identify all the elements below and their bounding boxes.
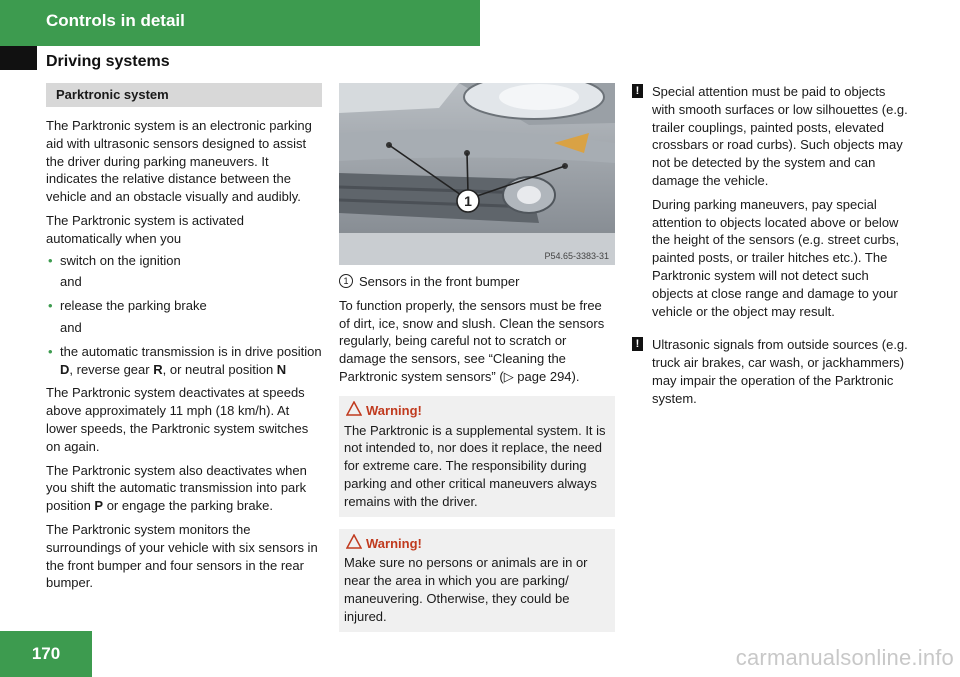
warning-title-text: Warning! <box>366 535 422 551</box>
callout-number: 1 <box>464 193 472 209</box>
and-connector: and <box>60 319 82 335</box>
intro-paragraph: The Parktronic system is an electronic parking aid with ultrasonic sensors designed to assist the driver during parking maneuvers. It indicates the relative distance between the vehicle and an obstacle visually and audibly. <box>46 118 312 205</box>
park-paragraph <box>46 462 322 515</box>
section-title: Controls in detail <box>46 11 185 30</box>
callout-badge: 1 <box>339 274 353 288</box>
warning-box <box>339 396 615 517</box>
caption-text: Sensors in the front bumper <box>359 274 520 289</box>
note-text: Special attention must be paid to objects with smooth surfaces or low silhouettes (e.g. trailer couplings, painted posts, elevated crossbars or road curbs). Such objects may not be detected by the system and can damage the vehicle. <box>652 84 908 188</box>
watermark: carmanualsonline.info <box>735 645 954 670</box>
bullet-transmission <box>46 343 322 379</box>
cleaning-paragraph: To function properly, the sensors must be free of dirt, ice, snow and slush. Clean the sensors regularly, being careful not to scratch or damage the sensors, see “Cleaning the Parktronic system sensors” (▷ page 294). <box>339 297 605 384</box>
section-heading: Parktronic system <box>46 83 322 107</box>
gear-p: P <box>94 498 104 514</box>
image-code: P54.65-3383-31 <box>544 251 609 261</box>
bullet-ignition <box>46 252 322 270</box>
warning-title <box>344 535 609 553</box>
bullet-dot: • <box>48 343 53 359</box>
subsection-title: Driving systems <box>46 53 170 70</box>
warning-triangle-icon <box>346 401 362 416</box>
warning-box <box>339 529 615 632</box>
note-objects <box>632 83 910 190</box>
bullet-dot: • <box>48 298 53 314</box>
text: The Parktronic system also deactivates when you shift the automatic transmission into park position <box>46 462 307 514</box>
bullet-text: release the parking brake <box>60 298 207 314</box>
photo-caption <box>339 273 615 291</box>
warning-text: Make sure no persons or animals are in or near the area in which you are parking/ maneuvering. Otherwise, they could be injured. <box>344 555 588 624</box>
bullet-text: , reverse gear <box>69 361 154 377</box>
gear-n: N <box>276 361 287 377</box>
text: or engage the parking brake. <box>103 498 273 514</box>
warning-title-text: Warning! <box>366 402 422 418</box>
note-ultrasonic <box>632 336 910 407</box>
bumper-photo <box>339 83 615 265</box>
gear-r: R <box>153 361 163 377</box>
column-2 <box>339 83 615 632</box>
bullet-parking-brake <box>46 297 322 315</box>
bumper-illustration <box>339 83 615 265</box>
bullet-text: switch on the ignition <box>60 252 181 268</box>
column-1 <box>46 83 322 598</box>
warning-text: The Parktronic is a supplemental system. It is not intended to, nor does it replace, the need for extreme care. The responsibility during parking and other critical maneuvers always remains with the driver. <box>344 422 606 509</box>
activation-paragraph: The Parktronic system is activated automatically when you <box>46 212 244 246</box>
header-tab-marker <box>0 46 37 70</box>
sensors-paragraph: The Parktronic system monitors the surroundings of your vehicle with six sensors in the front bumper and four sensors in the rear bumper. <box>46 521 318 591</box>
exclamation-icon: ! <box>632 337 643 351</box>
exclamation-icon: ! <box>632 84 643 98</box>
and-connector: and <box>60 274 82 290</box>
bullet-dot: • <box>48 252 53 268</box>
gear-d: D <box>60 361 70 377</box>
note-continuation: During parking maneuvers, pay special attention to objects located above or below the height of the sensors (e.g. street curbs, painted posts, or trailer hitches etc.). The Parktronic system will not detect such objects at close range and damage to your vehicle or the object may result. <box>652 196 900 319</box>
column-3 <box>632 83 910 414</box>
note-text: Ultrasonic signals from outside sources (e.g. truck air brakes, car wash, or jackhammers) may impair the operation of the Parktronic system. <box>652 337 908 406</box>
bullet-text: the automatic transmission is in drive position <box>60 343 322 359</box>
page-number: 170 <box>0 631 92 677</box>
warning-triangle-icon <box>346 534 362 549</box>
bullet-text: , or neutral position <box>162 361 277 377</box>
deactivation-paragraph: The Parktronic system deactivates at speeds above approximately 11 mph (18 km/h). At lower speeds, the Parktronic system switches on again. <box>46 385 309 454</box>
warning-title <box>344 402 609 420</box>
